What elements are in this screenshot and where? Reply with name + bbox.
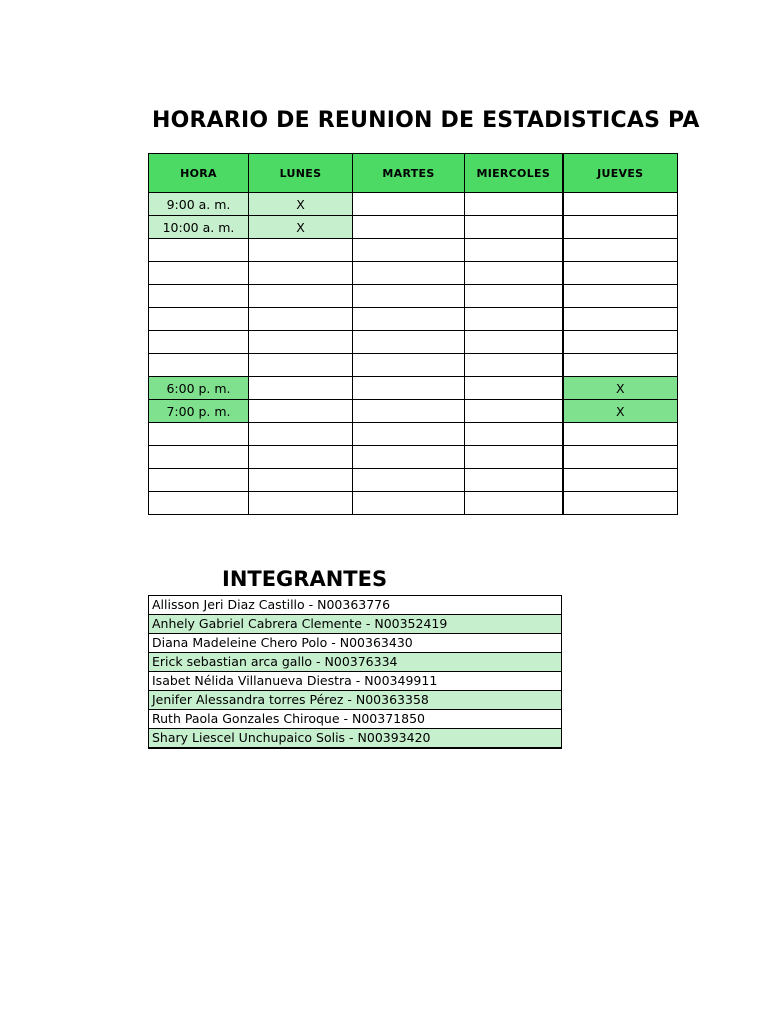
schedule-row bbox=[149, 308, 678, 331]
miercoles-cell bbox=[465, 469, 563, 492]
jueves-cell bbox=[563, 239, 678, 262]
schedule-row bbox=[149, 216, 678, 239]
members-table bbox=[148, 595, 562, 749]
jueves-cell bbox=[563, 469, 678, 492]
member-row bbox=[149, 596, 562, 615]
martes-cell bbox=[353, 262, 465, 285]
header-martes: MARTES bbox=[353, 154, 465, 193]
lunes-cell bbox=[249, 400, 353, 423]
martes-cell bbox=[353, 285, 465, 308]
lunes-cell: X bbox=[249, 216, 353, 239]
martes-cell bbox=[353, 239, 465, 262]
schedule-row bbox=[149, 469, 678, 492]
miercoles-cell bbox=[465, 193, 563, 216]
martes-cell bbox=[353, 423, 465, 446]
lunes-cell bbox=[249, 308, 353, 331]
lunes-cell bbox=[249, 331, 353, 354]
member-name: Allisson Jeri Diaz Castillo - N00363776 bbox=[149, 596, 562, 615]
hora-cell: 9:00 a. m. bbox=[149, 193, 249, 216]
miercoles-cell bbox=[465, 446, 563, 469]
miercoles-cell bbox=[465, 377, 563, 400]
header-jueves: JUEVES bbox=[563, 154, 678, 193]
member-name: Diana Madeleine Chero Polo - N00363430 bbox=[149, 634, 562, 653]
jueves-cell bbox=[563, 354, 678, 377]
member-name: Isabet Nélida Villanueva Diestra - N00349911 bbox=[149, 672, 562, 691]
hora-cell bbox=[149, 423, 249, 446]
jueves-cell bbox=[563, 331, 678, 354]
hora-cell bbox=[149, 354, 249, 377]
jueves-cell bbox=[563, 446, 678, 469]
miercoles-cell bbox=[465, 354, 563, 377]
jueves-cell bbox=[563, 308, 678, 331]
miercoles-cell bbox=[465, 216, 563, 239]
jueves-cell bbox=[563, 423, 678, 446]
jueves-cell bbox=[563, 216, 678, 239]
miercoles-cell bbox=[465, 423, 563, 446]
schedule-row bbox=[149, 400, 678, 423]
hora-cell bbox=[149, 262, 249, 285]
hora-cell: 6:00 p. m. bbox=[149, 377, 249, 400]
miercoles-cell bbox=[465, 308, 563, 331]
member-name: Jenifer Alessandra torres Pérez - N00363358 bbox=[149, 691, 562, 710]
jueves-cell bbox=[563, 492, 678, 515]
martes-cell bbox=[353, 446, 465, 469]
lunes-cell bbox=[249, 285, 353, 308]
hora-cell: 10:00 a. m. bbox=[149, 216, 249, 239]
member-row bbox=[149, 615, 562, 634]
martes-cell bbox=[353, 308, 465, 331]
hora-cell bbox=[149, 239, 249, 262]
lunes-cell bbox=[249, 423, 353, 446]
member-row bbox=[149, 691, 562, 710]
schedule-row bbox=[149, 446, 678, 469]
header-miercoles: MIERCOLES bbox=[465, 154, 563, 193]
schedule-row bbox=[149, 193, 678, 216]
hora-cell: 7:00 p. m. bbox=[149, 400, 249, 423]
martes-cell bbox=[353, 400, 465, 423]
member-name: Ruth Paola Gonzales Chiroque - N00371850 bbox=[149, 710, 562, 729]
hora-cell bbox=[149, 446, 249, 469]
martes-cell bbox=[353, 354, 465, 377]
jueves-cell bbox=[563, 262, 678, 285]
lunes-cell bbox=[249, 354, 353, 377]
schedule-header-row bbox=[149, 154, 678, 193]
miercoles-cell bbox=[465, 239, 563, 262]
member-name: Anhely Gabriel Cabrera Clemente - N00352419 bbox=[149, 615, 562, 634]
member-name: Erick sebastian arca gallo - N00376334 bbox=[149, 653, 562, 672]
schedule-row bbox=[149, 492, 678, 515]
schedule-row bbox=[149, 377, 678, 400]
header-lunes: LUNES bbox=[249, 154, 353, 193]
miercoles-cell bbox=[465, 262, 563, 285]
hora-cell bbox=[149, 285, 249, 308]
document-title: HORARIO DE REUNION DE ESTADISTICAS PA bbox=[152, 108, 700, 133]
lunes-cell bbox=[249, 262, 353, 285]
lunes-cell bbox=[249, 377, 353, 400]
schedule-row bbox=[149, 239, 678, 262]
miercoles-cell bbox=[465, 285, 563, 308]
jueves-cell: X bbox=[563, 400, 678, 423]
hora-cell bbox=[149, 469, 249, 492]
hora-cell bbox=[149, 492, 249, 515]
miercoles-cell bbox=[465, 331, 563, 354]
jueves-cell bbox=[563, 285, 678, 308]
martes-cell bbox=[353, 469, 465, 492]
member-row bbox=[149, 729, 562, 749]
schedule-row bbox=[149, 331, 678, 354]
member-row bbox=[149, 710, 562, 729]
lunes-cell bbox=[249, 469, 353, 492]
martes-cell bbox=[353, 216, 465, 239]
header-hora: HORA bbox=[149, 154, 249, 193]
martes-cell bbox=[353, 331, 465, 354]
jueves-cell bbox=[563, 193, 678, 216]
schedule-table bbox=[148, 153, 678, 515]
schedule-row bbox=[149, 285, 678, 308]
miercoles-cell bbox=[465, 492, 563, 515]
member-name: Shary Liescel Unchupaico Solis - N00393420 bbox=[149, 729, 562, 749]
martes-cell bbox=[353, 492, 465, 515]
miercoles-cell bbox=[465, 400, 563, 423]
schedule-row bbox=[149, 423, 678, 446]
lunes-cell bbox=[249, 492, 353, 515]
member-row bbox=[149, 634, 562, 653]
hora-cell bbox=[149, 308, 249, 331]
schedule-row bbox=[149, 354, 678, 377]
martes-cell bbox=[353, 193, 465, 216]
member-row bbox=[149, 653, 562, 672]
schedule-row bbox=[149, 262, 678, 285]
lunes-cell bbox=[249, 239, 353, 262]
lunes-cell: X bbox=[249, 193, 353, 216]
martes-cell bbox=[353, 377, 465, 400]
lunes-cell bbox=[249, 446, 353, 469]
member-row bbox=[149, 672, 562, 691]
jueves-cell: X bbox=[563, 377, 678, 400]
integrantes-title: INTEGRANTES bbox=[222, 567, 388, 591]
hora-cell bbox=[149, 331, 249, 354]
